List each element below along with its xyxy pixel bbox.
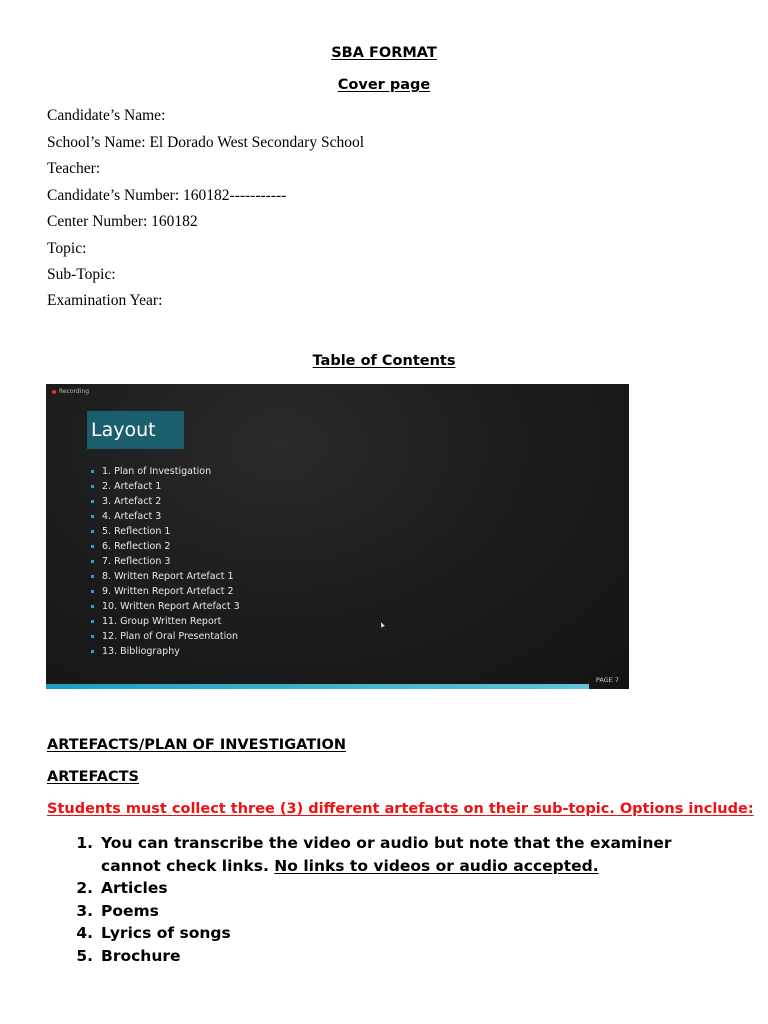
list-item: 5. Brochure <box>76 946 181 965</box>
list-item: 3. Artefact 2 <box>91 494 240 509</box>
slide-page-label: PAGE 7 <box>595 676 619 684</box>
list-item: 12. Plan of Oral Presentation <box>91 629 240 644</box>
list-item: 4. Lyrics of songs <box>76 924 231 942</box>
list-item: 1. Plan of Investigation <box>91 464 240 479</box>
recording-indicator <box>52 388 89 395</box>
record-dot-icon <box>52 390 56 394</box>
bullet-icon <box>91 650 94 653</box>
artefacts-heading: ARTEFACTS <box>47 769 139 785</box>
bullet-icon <box>91 500 94 503</box>
list-item: 3. Poems <box>76 901 159 920</box>
slide-accent-bar <box>46 684 589 689</box>
list-item: 1. You can transcribe the video or audio but note that the examiner cannot check links. No links to videos or audio accepted. <box>76 834 672 875</box>
list-item: 11. Group Written Report <box>91 614 240 629</box>
list-item: 7. Reflection 3 <box>91 554 240 569</box>
bullet-icon <box>91 470 94 473</box>
slide-list <box>91 464 240 659</box>
bullet-icon <box>91 575 94 578</box>
bullet-icon <box>91 485 94 488</box>
examination-year-field: Examination Year: <box>47 292 163 309</box>
artefacts-instruction: Students must collect three (3) different artefacts on their sub-topic. Options include: <box>47 801 754 817</box>
no-links-note: No links to videos or audio accepted. <box>274 856 599 875</box>
cover-page-heading: Cover page <box>337 77 431 93</box>
candidate-name-field: Candidate’s Name: <box>47 107 166 124</box>
center-number-field: Center Number: 160182 <box>47 213 198 230</box>
list-item: 6. Reflection 2 <box>91 539 240 554</box>
bullet-icon <box>91 620 94 623</box>
school-name-field: School’s Name: El Dorado West Secondary School <box>47 134 365 151</box>
list-item: 4. Artefact 3 <box>91 509 240 524</box>
slide-title: Layout <box>87 411 184 449</box>
list-item: 9. Written Report Artefact 2 <box>91 584 240 599</box>
list-item: 5. Reflection 1 <box>91 524 240 539</box>
list-item: 2. Articles <box>76 879 168 897</box>
artefact-options-list <box>47 832 727 967</box>
list-item: 2. Artefact 1 <box>91 479 240 494</box>
bullet-icon <box>91 545 94 548</box>
artefacts-plan-heading: ARTEFACTS/PLAN OF INVESTIGATION <box>47 737 346 753</box>
list-item: 8. Written Report Artefact 1 <box>91 569 240 584</box>
teacher-field: Teacher: <box>47 160 101 177</box>
mouse-cursor-icon <box>379 621 385 627</box>
list-item: 10. Written Report Artefact 3 <box>91 599 240 614</box>
bullet-icon <box>91 605 94 608</box>
bullet-icon <box>91 530 94 533</box>
table-of-contents-heading: Table of Contents <box>312 353 456 369</box>
list-item: 13. Bibliography <box>91 644 240 659</box>
topic-field: Topic: <box>47 240 87 257</box>
bullet-icon <box>91 635 94 638</box>
candidate-number-field: Candidate’s Number: 160182----------- <box>47 187 287 204</box>
sub-topic-field: Sub-Topic: <box>47 266 116 283</box>
document-title: SBA FORMAT <box>331 45 437 61</box>
recording-label: Recording <box>59 388 90 395</box>
bullet-icon <box>91 590 94 593</box>
bullet-icon <box>91 560 94 563</box>
layout-slide-image <box>46 384 629 689</box>
bullet-icon <box>91 515 94 518</box>
